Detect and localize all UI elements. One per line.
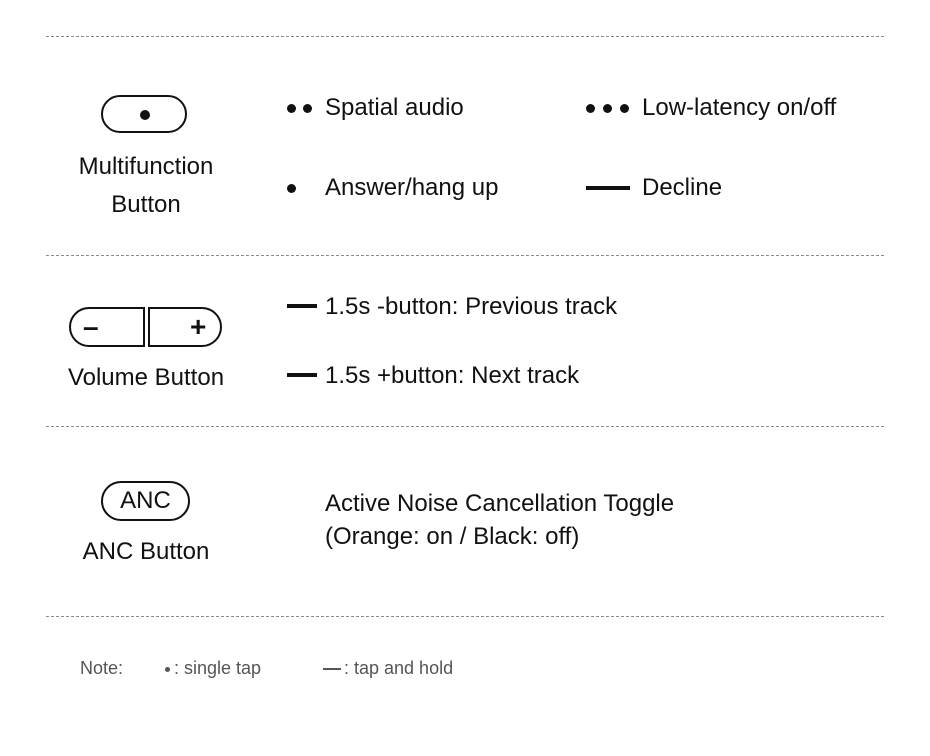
anc-label: ANC Button: [82, 538, 210, 565]
next-track-action: 1.5s +button: Next track: [325, 362, 580, 389]
triple-tap-dot-icon-3: [620, 104, 629, 113]
single-tap-dot-icon: [287, 184, 296, 193]
triple-tap-dot-icon-1: [586, 104, 595, 113]
note-tap-hold: : tap and hold: [344, 658, 454, 678]
note-single-tap: : single tap: [174, 658, 262, 678]
note-hold-bar-icon: [323, 668, 341, 670]
divider-top: [46, 36, 884, 37]
multifunction-button-icon: [101, 95, 187, 133]
anc-description-line2: (Orange: on / Black: off): [325, 523, 580, 550]
anc-button-icon: ANC: [101, 481, 190, 521]
triple-tap-dot-icon-2: [603, 104, 612, 113]
note-single-tap-dot-icon: [165, 667, 170, 672]
anc-description-line1: Active Noise Cancellation Toggle: [325, 490, 675, 517]
minus-hold-bar-icon: [287, 304, 317, 308]
minus-icon: –: [83, 311, 99, 342]
plus-icon: +: [190, 311, 207, 342]
low-latency-action: Low-latency on/off: [642, 94, 837, 121]
multifunction-dot-icon: [140, 110, 150, 120]
double-tap-dot-icon-2: [303, 104, 312, 113]
volume-plus-button-icon: [148, 307, 222, 347]
double-tap-dot-icon-1: [287, 104, 296, 113]
previous-track-action: 1.5s -button: Previous track: [325, 293, 618, 320]
volume-minus-button-icon: [69, 307, 145, 347]
hold-bar-icon: [586, 186, 630, 190]
answer-hangup-action: Answer/hang up: [325, 174, 499, 201]
divider-after-volume: [46, 426, 884, 427]
plus-hold-bar-icon: [287, 373, 317, 377]
multifunction-label: [46, 148, 246, 224]
note-prefix: Note:: [80, 658, 124, 678]
volume-label: Volume Button: [67, 364, 225, 391]
decline-action: Decline: [642, 174, 723, 201]
divider-after-multifunction: [46, 255, 884, 256]
multifunction-label-line2: Button: [111, 191, 181, 218]
spatial-audio-action: Spatial audio: [325, 94, 464, 121]
divider-after-anc: [46, 616, 884, 617]
multifunction-label-line1: Multifunction: [78, 153, 214, 180]
